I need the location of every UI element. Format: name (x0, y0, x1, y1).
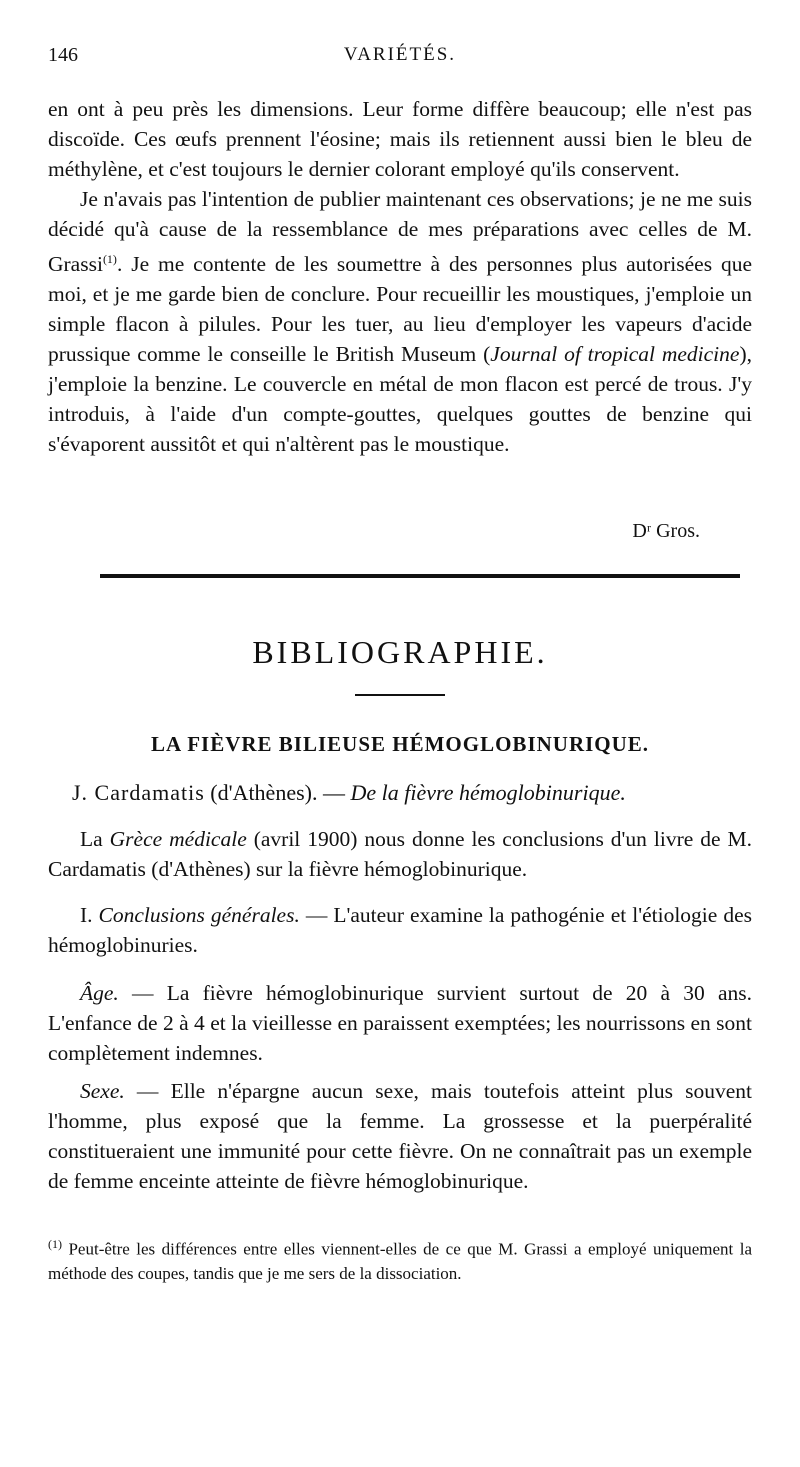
paragraph-age (48, 978, 752, 1068)
text-segment: . Je me contente de les soumettre à des personnes plus autorisées que moi, et je me garde bien de conclure. Pour recueillir les moustiques, j'emploie un simple flacon à pilules. Pour les tuer, au lieu d'employer les vapeurs d'acide prussique comme le conseille le British Museum ( (48, 252, 752, 367)
article-continuation (48, 94, 752, 459)
text-segment: (avril 1900) nous donne les conclusions d'un livre de M. Cardamatis (d'Athènes) sur la fièvre hémoglobinurique. (48, 827, 752, 881)
text-segment: — L'auteur examine la pathogénie et l'étiologie des hémoglobinuries. (48, 903, 752, 957)
page-number: 146 (48, 44, 78, 66)
paragraph-conclusions (48, 900, 752, 960)
entry-work: De la fièvre hémoglobinurique. (350, 780, 626, 805)
text-segment: La (80, 827, 110, 851)
paragraph-intro (48, 824, 752, 884)
subsection-label: Âge. (80, 981, 119, 1005)
author-signature: Dʳ Gros. (632, 520, 700, 542)
section-divider (100, 574, 740, 578)
text-segment: ), j'emploie la benzine. Le couvercle en métal de mon flacon est percé de trous. J'y introduis, à l'aide d'un compte-gouttes, quelques gouttes de benzine qui s'évaporent aussitôt et qui n'altèrent pas le moustique. (48, 342, 752, 457)
journal-name: Grèce médicale (109, 827, 247, 851)
footnote-mark: (1) (48, 1237, 62, 1251)
subsection-label: Conclusions générales. (98, 903, 300, 927)
page-header (48, 44, 752, 74)
text-segment: — Elle n'épargne aucun sexe, mais toutefois atteint plus souvent l'homme, plus exposé que la femme. La grossesse et la puerpéralité constitueraient une immunité pour cette fièvre. On ne connaîtrait pas un exemple de femme enceinte atteinte de fièvre hémoglobinurique. (48, 1079, 752, 1193)
running-head: VARIÉTÉS. (343, 44, 457, 65)
bibliography-entry (72, 780, 752, 806)
bibliography-title: BIBLIOGRAPHIE. (252, 634, 548, 670)
journal-citation: Journal of tropical medicine (490, 342, 740, 367)
paragraph-observations (48, 184, 752, 459)
section-title: LA FIÈVRE BILIEUSE HÉMOGLOBINURIQUE. (150, 732, 650, 756)
text-segment: Je n'avais pas l'intention de publier maintenant ces observations; je ne me suis décidé qu'à cause de la ressemblance de mes préparations avec celles de M. Grassi (48, 187, 752, 277)
subsection-label: Sexe. (80, 1079, 125, 1103)
footnote (48, 1232, 752, 1286)
title-rule (355, 694, 445, 696)
text-segment: I. (80, 903, 99, 927)
text-segment: — La fièvre hémoglobinurique survient surtout de 20 à 30 ans. L'enfance de 2 à 4 et la vieillesse en paraissent exemptées; les nourrissons en sont complètement indemnes. (48, 981, 752, 1065)
paragraph-sexe (48, 1076, 752, 1196)
footnote-text: Peut-être les différences entre elles viennent-elles de ce que M. Grassi a employé uniquement la méthode des coupes, tandis que je me sers de la dissociation. (48, 1239, 752, 1283)
entry-place: (d'Athènes). — (204, 780, 351, 805)
entry-author: J. Cardamatis (72, 780, 205, 805)
paragraph-eggs: en ont à peu près les dimensions. Leur forme diffère beaucoup; elle n'est pas discoïde. Ces œufs prennent l'éosine; mais ils retiennent aussi bien le bleu de méthylène, et c'est toujours le dernier colorant employé qu'ils conservent. (48, 97, 752, 181)
footnote-reference: (1) (102, 252, 117, 266)
